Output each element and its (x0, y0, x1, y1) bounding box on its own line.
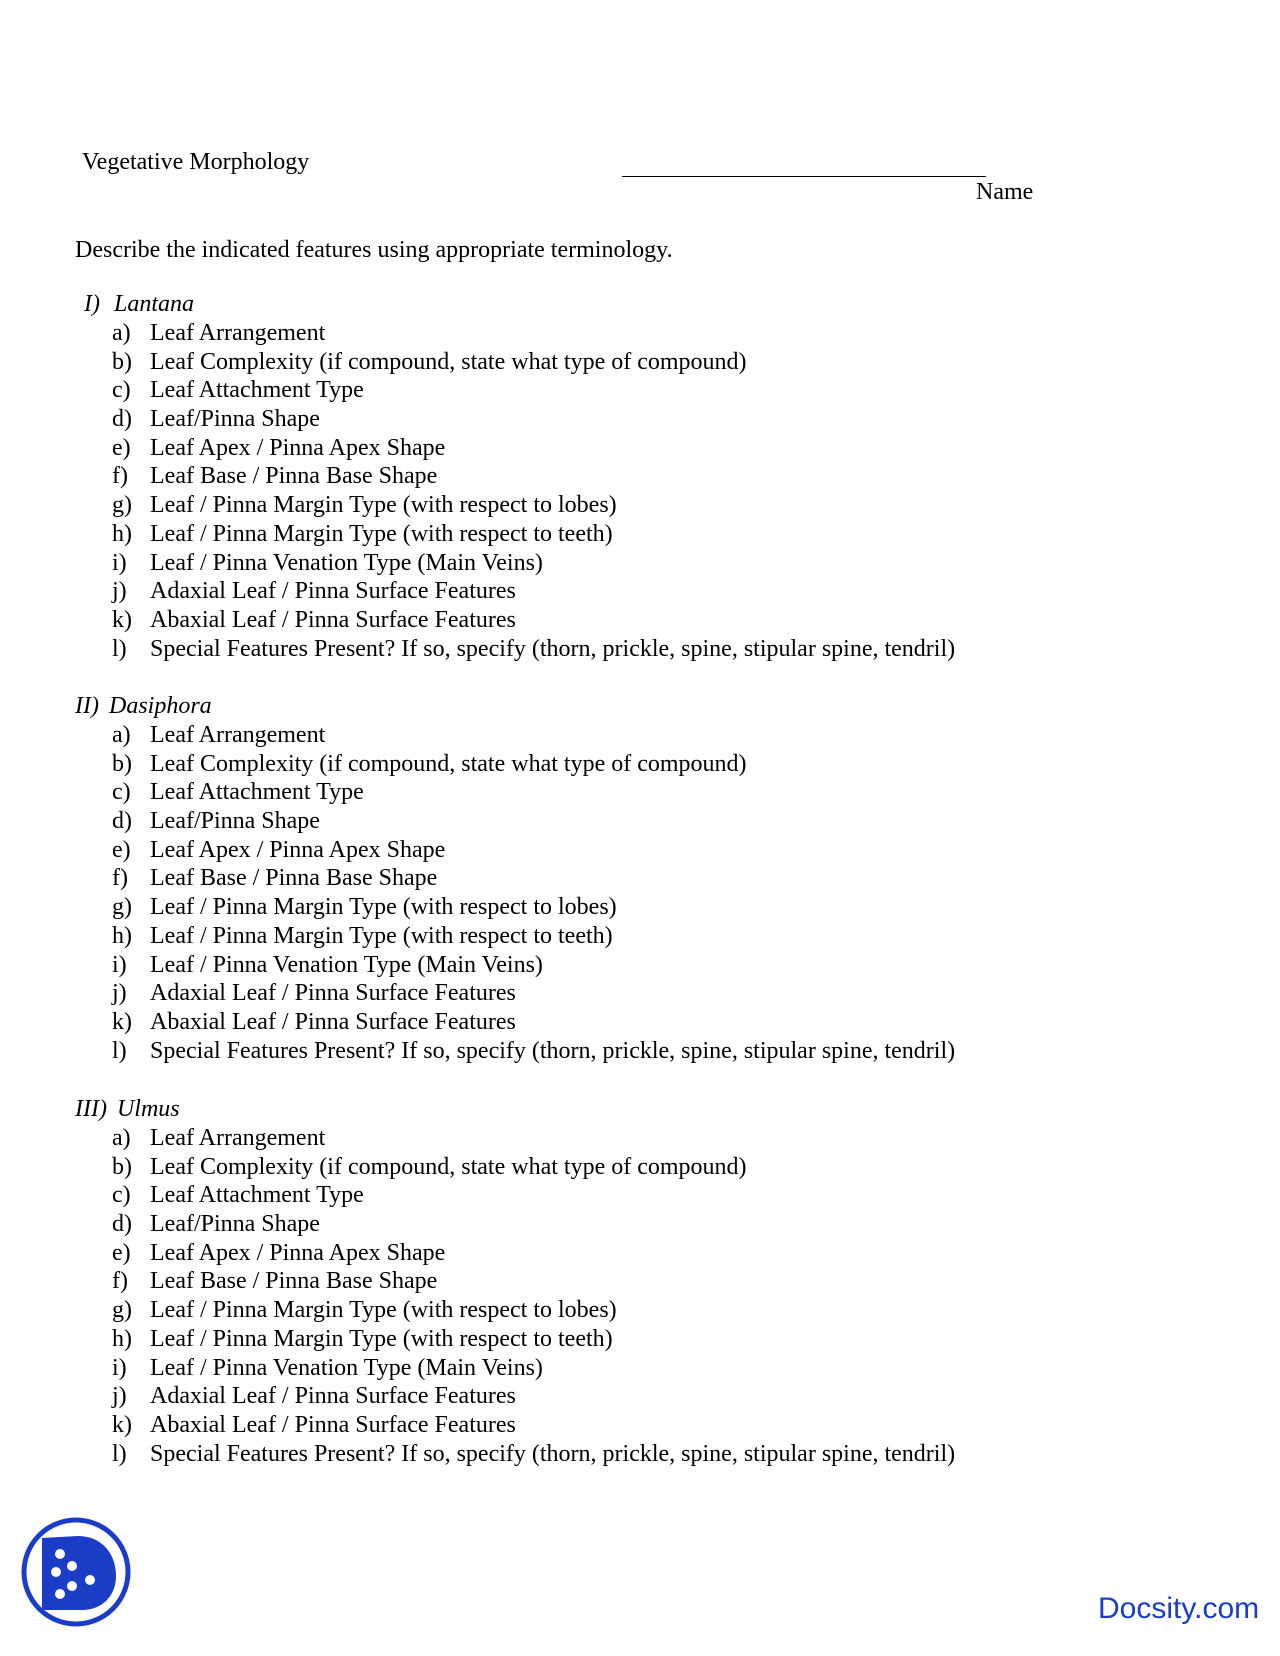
list-item (112, 462, 955, 491)
list-item (112, 405, 955, 434)
item-text: Leaf / Pinna Venation Type (Main Veins) (150, 1354, 543, 1381)
item-letter: g) (112, 1297, 132, 1324)
section-heading (75, 1095, 180, 1123)
item-letter: c) (112, 377, 131, 404)
item-letter: i) (112, 951, 127, 978)
list-item (112, 1354, 955, 1383)
item-text: Leaf Complexity (if compound, state what type of compound) (150, 1153, 747, 1180)
section-numeral: III) (75, 1096, 107, 1122)
question-list (112, 319, 955, 663)
item-letter: l) (112, 1037, 127, 1064)
name-label: Name (976, 179, 1034, 205)
item-letter: c) (112, 779, 131, 806)
section-heading (75, 692, 212, 720)
item-text: Leaf / Pinna Margin Type (with respect to teeth) (150, 1325, 613, 1352)
item-letter: f) (112, 865, 128, 892)
item-text: Leaf / Pinna Margin Type (with respect to teeth) (150, 922, 613, 949)
section-numeral: I) (84, 291, 100, 317)
item-letter: e) (112, 434, 131, 461)
list-item (112, 1296, 955, 1325)
list-item (112, 491, 955, 520)
list-item (112, 836, 955, 865)
item-letter: f) (112, 463, 128, 490)
list-item (112, 635, 955, 664)
item-text: Adaxial Leaf / Pinna Surface Features (150, 578, 516, 605)
list-item (112, 434, 955, 463)
list-item (112, 750, 955, 779)
item-text: Leaf Apex / Pinna Apex Shape (150, 836, 446, 863)
list-item (112, 951, 955, 980)
section-genus: Lantana (113, 291, 194, 317)
item-text: Leaf Base / Pinna Base Shape (150, 1268, 438, 1295)
item-text: Leaf / Pinna Margin Type (with respect to teeth) (150, 520, 613, 547)
item-letter: b) (112, 1153, 132, 1180)
item-letter: b) (112, 750, 132, 777)
list-item (112, 1267, 955, 1296)
page-title: Vegetative Morphology (82, 149, 310, 175)
item-letter: k) (112, 1008, 132, 1035)
item-text: Leaf Attachment Type (150, 377, 364, 404)
item-letter: j) (112, 578, 127, 605)
item-text: Special Features Present? If so, specify (thorn, prickle, spine, stipular spine, tendril) (150, 1037, 956, 1064)
item-text: Leaf Arrangement (150, 722, 326, 748)
item-text: Leaf Attachment Type (150, 779, 364, 806)
item-letter: h) (112, 922, 132, 949)
item-text: Leaf Arrangement (150, 1125, 326, 1151)
section-numeral: II) (75, 693, 99, 719)
list-item (112, 1008, 955, 1037)
list-item (112, 807, 955, 836)
item-letter: d) (112, 808, 132, 835)
item-text: Leaf/Pinna Shape (150, 406, 320, 433)
item-letter: h) (112, 1325, 132, 1352)
list-item (112, 549, 955, 578)
question-list (112, 1124, 955, 1468)
item-letter: j) (112, 980, 127, 1007)
item-text: Leaf Base / Pinna Base Shape (150, 865, 438, 892)
item-letter: d) (112, 1211, 132, 1238)
list-item (112, 1181, 955, 1210)
name-blank-line (622, 176, 986, 177)
item-text: Leaf/Pinna Shape (150, 1211, 320, 1238)
item-text: Adaxial Leaf / Pinna Surface Features (150, 980, 516, 1007)
instructions: Describe the indicated features using appropriate terminology. (75, 237, 673, 263)
list-item (112, 893, 955, 922)
item-text: Leaf/Pinna Shape (150, 808, 320, 835)
item-text: Leaf Attachment Type (150, 1182, 364, 1209)
list-item (112, 979, 955, 1008)
list-item (112, 922, 955, 951)
item-text: Abaxial Leaf / Pinna Surface Features (150, 1008, 516, 1035)
item-letter: b) (112, 348, 132, 375)
list-item (112, 1124, 955, 1153)
list-item (112, 1382, 955, 1411)
item-letter: a) (112, 320, 131, 346)
item-letter: l) (112, 635, 127, 662)
item-letter: g) (112, 492, 132, 519)
docsity-logo-icon[interactable] (20, 1516, 132, 1628)
item-text: Leaf Arrangement (150, 320, 326, 346)
list-item (112, 778, 955, 807)
item-letter: d) (112, 406, 132, 433)
list-item (112, 520, 955, 549)
list-item (112, 1440, 955, 1469)
list-item (112, 1325, 955, 1354)
item-letter: i) (112, 1354, 127, 1381)
item-letter: e) (112, 1239, 131, 1266)
list-item (112, 577, 955, 606)
list-item (112, 348, 955, 377)
item-text: Special Features Present? If so, specify (thorn, prickle, spine, stipular spine, tendril) (150, 635, 956, 662)
item-text: Leaf Complexity (if compound, state what type of compound) (150, 750, 747, 777)
list-item (112, 606, 955, 635)
item-text: Special Features Present? If so, specify (thorn, prickle, spine, stipular spine, tendril) (150, 1440, 956, 1467)
list-item (112, 1239, 955, 1268)
item-letter: f) (112, 1268, 128, 1295)
question-list (112, 721, 955, 1065)
list-item (112, 1210, 955, 1239)
list-item (112, 1153, 955, 1182)
item-text: Abaxial Leaf / Pinna Surface Features (150, 606, 516, 633)
item-letter: a) (112, 722, 131, 748)
item-text: Adaxial Leaf / Pinna Surface Features (150, 1383, 516, 1410)
item-text: Leaf Complexity (if compound, state what type of compound) (150, 348, 747, 375)
list-item (112, 864, 955, 893)
item-text: Leaf / Pinna Margin Type (with respect to lobes) (150, 894, 617, 921)
item-letter: k) (112, 1411, 132, 1438)
list-item (112, 1411, 955, 1440)
item-text: Leaf / Pinna Venation Type (Main Veins) (150, 549, 543, 576)
item-text: Leaf Base / Pinna Base Shape (150, 463, 438, 490)
item-letter: c) (112, 1182, 131, 1209)
list-item (112, 319, 955, 348)
item-text: Leaf / Pinna Venation Type (Main Veins) (150, 951, 543, 978)
item-text: Leaf Apex / Pinna Apex Shape (150, 434, 446, 461)
item-letter: a) (112, 1125, 131, 1151)
docsity-brand-link[interactable]: Docsity.com (1098, 1592, 1260, 1625)
list-item (112, 376, 955, 405)
list-item (112, 721, 955, 750)
item-letter: k) (112, 606, 132, 633)
item-text: Leaf / Pinna Margin Type (with respect to lobes) (150, 492, 617, 519)
list-item (112, 1037, 955, 1066)
section-genus: Dasiphora (108, 693, 212, 719)
item-text: Leaf Apex / Pinna Apex Shape (150, 1239, 446, 1266)
item-letter: i) (112, 549, 127, 576)
item-letter: l) (112, 1440, 127, 1467)
item-text: Abaxial Leaf / Pinna Surface Features (150, 1411, 516, 1438)
item-letter: h) (112, 520, 132, 547)
item-letter: j) (112, 1383, 127, 1410)
item-text: Leaf / Pinna Margin Type (with respect to lobes) (150, 1297, 617, 1324)
item-letter: e) (112, 836, 131, 863)
section-heading (84, 290, 194, 318)
item-letter: g) (112, 894, 132, 921)
section-genus: Ulmus (116, 1096, 180, 1122)
